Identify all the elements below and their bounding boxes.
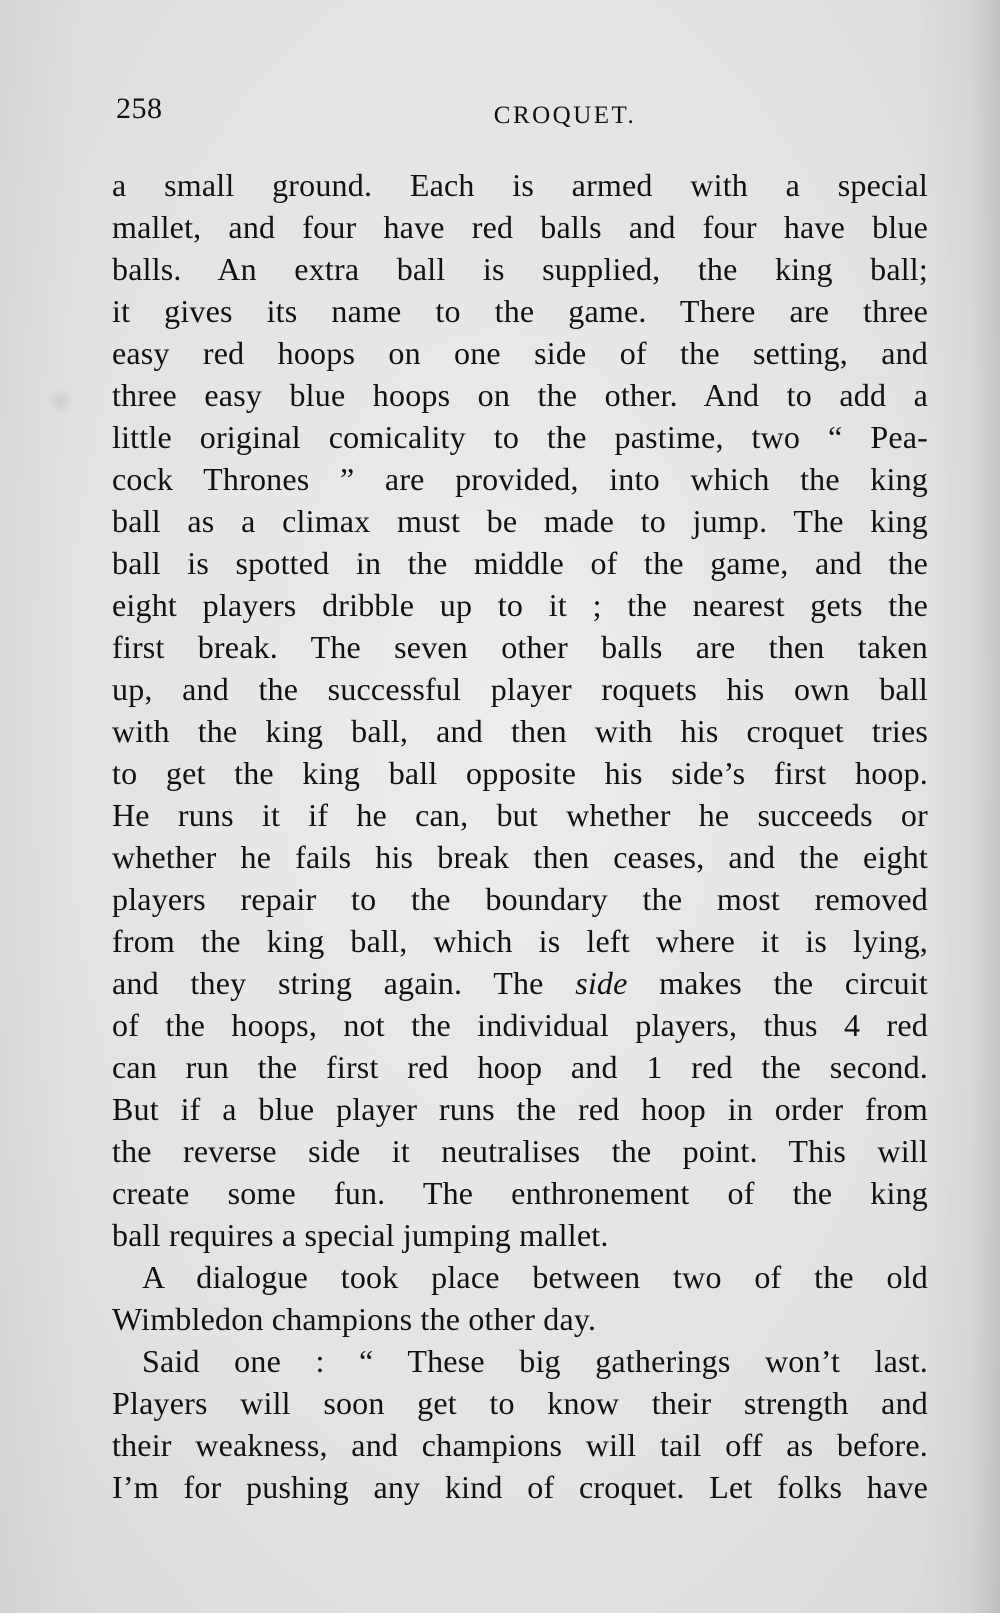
text-line: little original comicality to the pastime, two “ Pea- [112,419,928,455]
paragraph-end-line: ball requires a special jumping mallet. [112,1217,609,1253]
paragraph-start-line: Said one : “ These big gatherings won’t last. [142,1343,928,1379]
text-line: can run the first red hoop and 1 red the second. [112,1049,928,1085]
paper-blemish [48,388,74,414]
text-line: But if a blue player runs the red hoop in order from [112,1091,928,1127]
text-line: first break. The seven other balls are then taken [112,629,928,665]
page-number: 258 [116,92,163,125]
text-line: from the king ball, which is left where it is lying, [112,923,928,959]
text-line: mallet, and four have red balls and four have blue [112,209,928,245]
text-line: a small ground. Each is armed with a special [112,167,928,203]
text-line: players repair to the boundary the most removed [112,881,928,917]
text-line: up, and the successful player roquets his own ball [112,671,928,707]
text-line: three easy blue hoops on the other. And to add a [112,377,928,413]
paragraph-start-line: A dialogue took place between two of the old [142,1259,928,1295]
page-edge-shadow [972,0,1000,1613]
text-line: their weakness, and champions will tail off as before. [112,1427,928,1463]
text-line: easy red hoops on one side of the setting, and [112,335,928,371]
text-line: it gives its name to the game. There are three [112,293,928,329]
text-line: cock Thrones ” are provided, into which the king [112,461,928,497]
text-line: balls. An extra ball is supplied, the king ball; [112,251,928,287]
text-line: of the hoops, not the individual players, thus 4 red [112,1007,928,1043]
text-line: He runs it if he can, but whether he succeeds or [112,797,928,833]
text-line: I’m for pushing any kind of croquet. Let folks have [112,1469,928,1505]
text-line-with-italic [112,962,928,1004]
line-end: makes the circuit [627,965,928,1001]
text-line: eight players dribble up to it ; the nearest gets the [112,587,928,623]
italic-word: side [575,965,628,1001]
text-line: ball as a climax must be made to jump. The king [112,503,928,539]
line-start: and they string again. The [112,965,544,1001]
text-line: with the king ball, and then with his croquet tries [112,713,928,749]
text-line: Players will soon get to know their strength and [112,1385,928,1421]
paragraph-end-line: Wimbledon champions the other day. [112,1301,597,1337]
text-line: create some fun. The enthronement of the king [112,1175,928,1211]
text-line: to get the king ball opposite his side’s first hoop. [112,755,928,791]
text-line: ball is spotted in the middle of the game, and the [112,545,928,581]
text-line: the reverse side it neutralises the point. This will [112,1133,928,1169]
text-line: whether he fails his break then ceases, and the eight [112,839,928,875]
running-title: CROQUET. [493,102,637,129]
running-head [116,92,928,140]
body-text [112,164,928,1508]
